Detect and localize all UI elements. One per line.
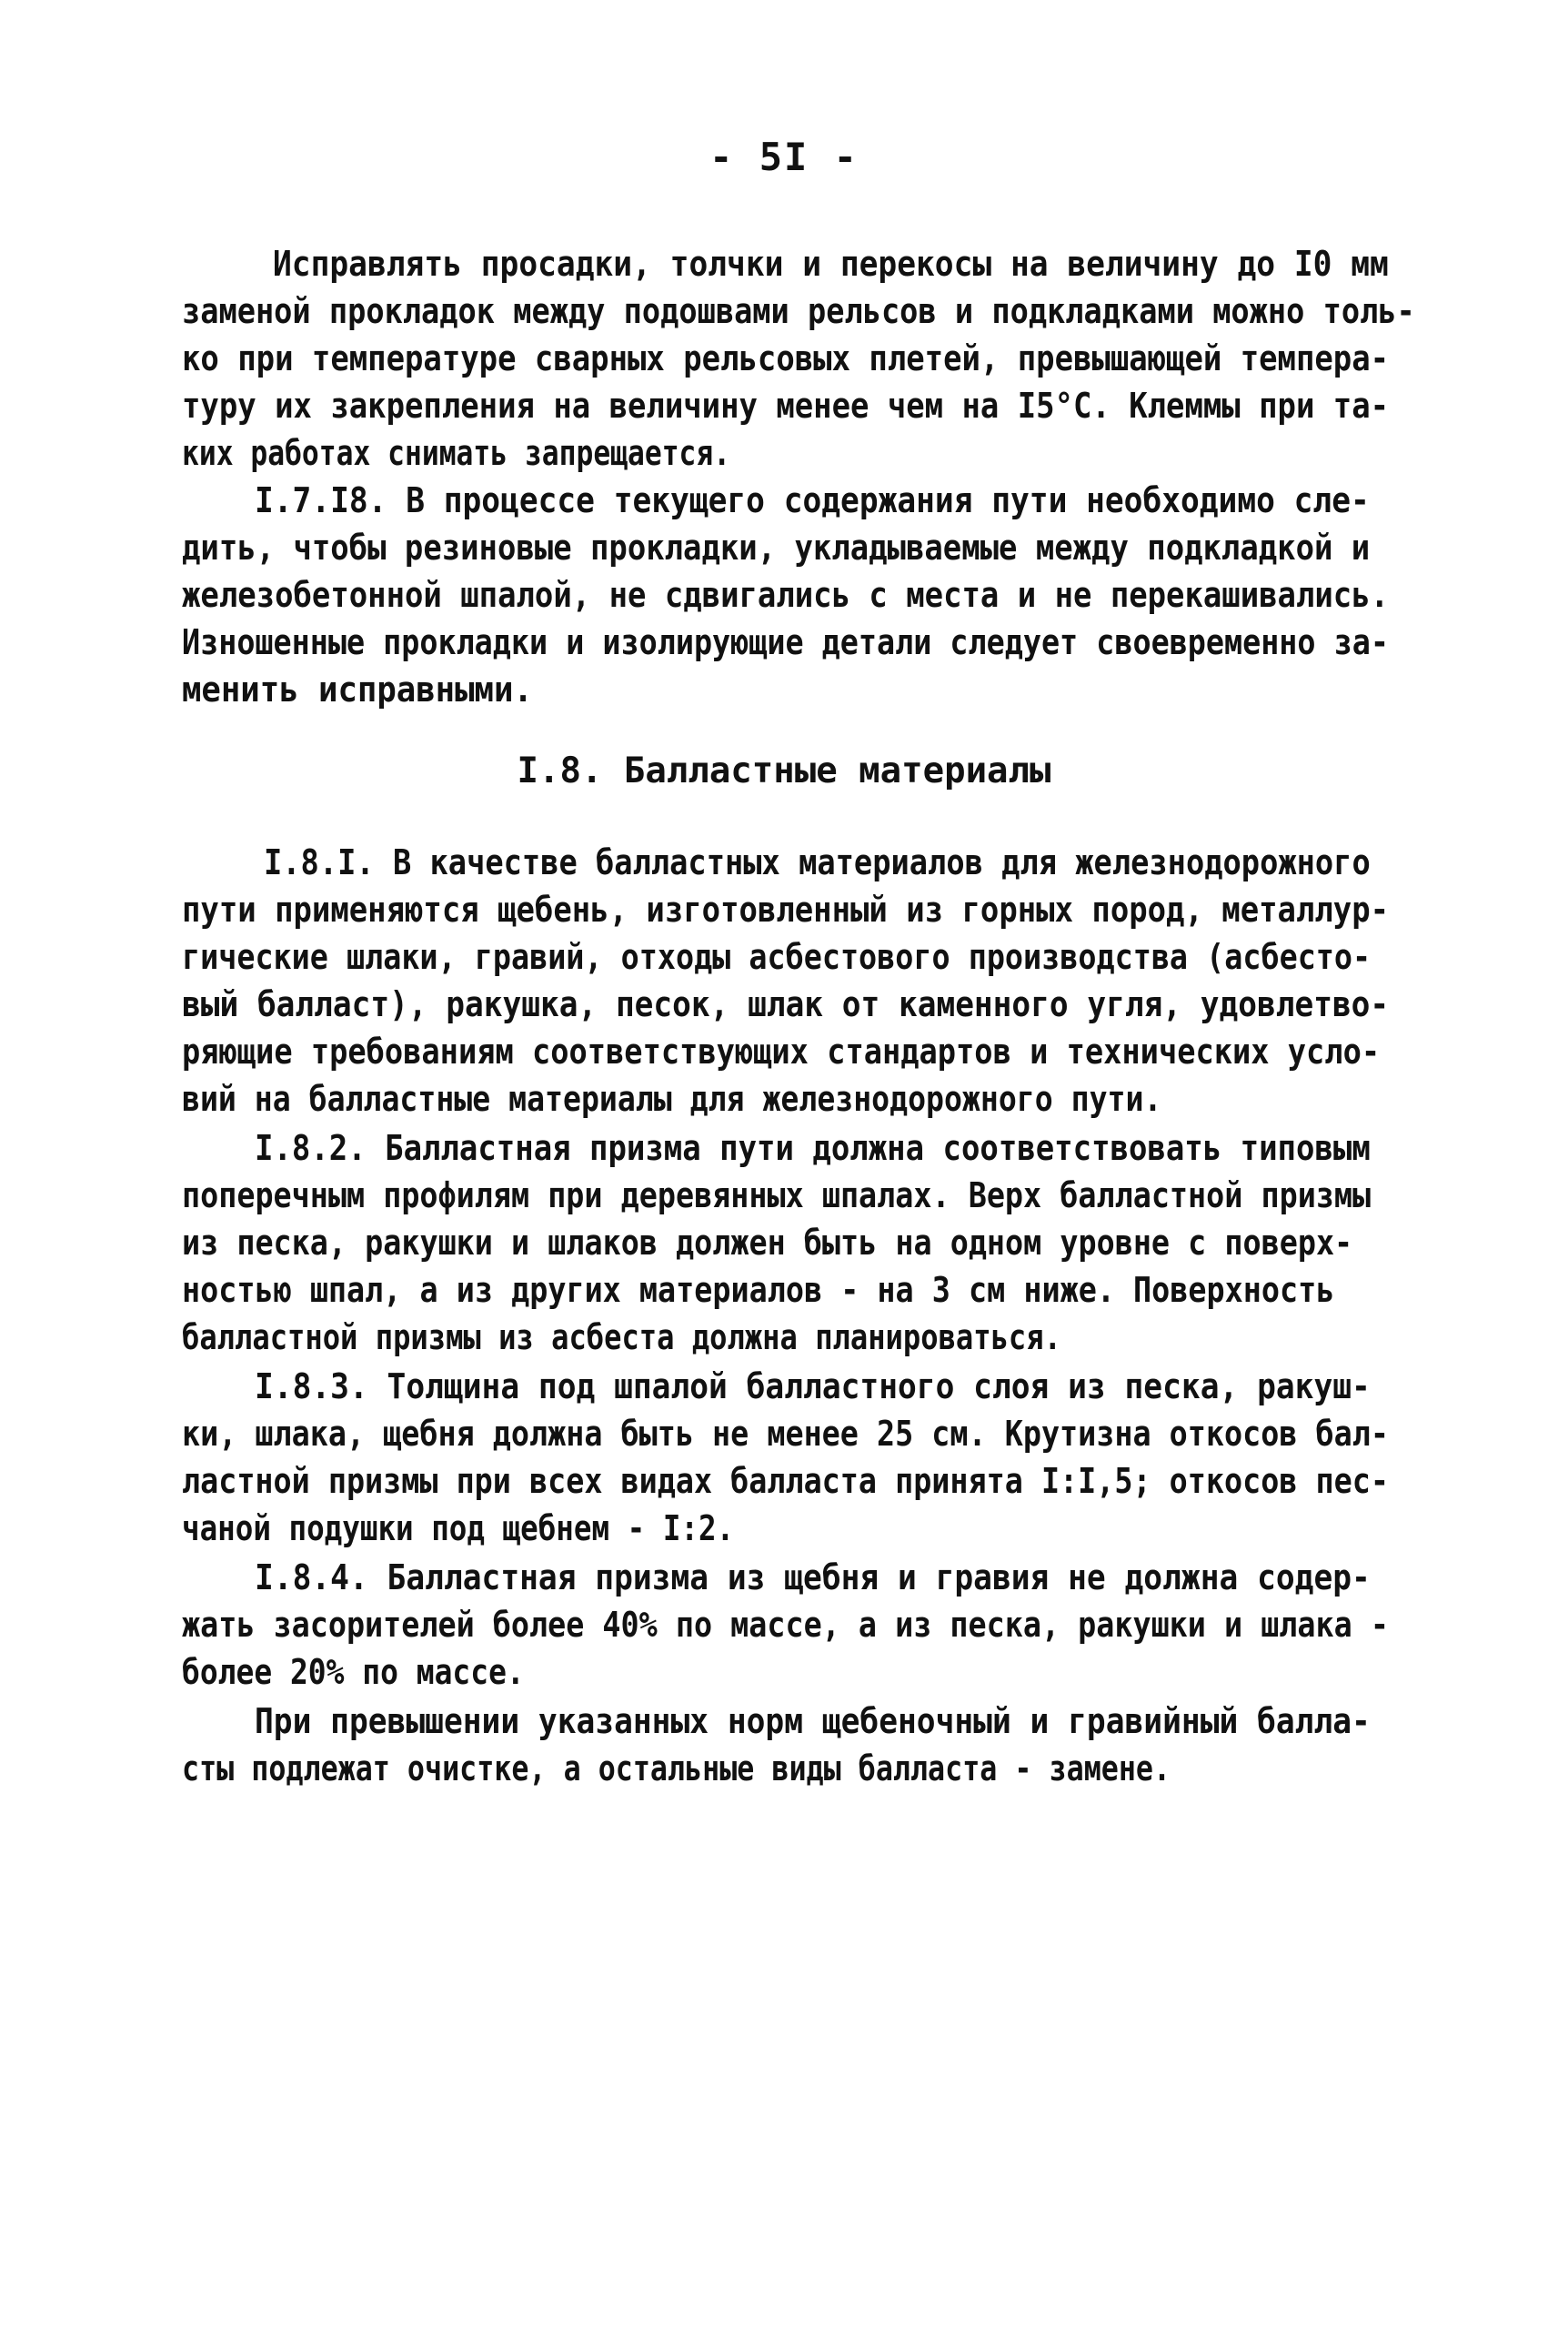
text-line: I.7.I8. В процессе текущего содержания пути необходимо сле- xyxy=(255,480,1370,520)
text-line: Изношенные прокладки и изолирующие детали следует своевременно за- xyxy=(182,622,1389,662)
text-line: При превышении указанных норм щебеночный и гравийный балла- xyxy=(255,1701,1371,1741)
text-line: ки, шлака, щебня должна быть не менее 25 см. Крутизна откосов бал- xyxy=(182,1414,1389,1454)
text-line: менить исправными. xyxy=(182,670,533,710)
text-line: сты подлежат очистке, а остальные виды балласта - замене. xyxy=(182,1748,1171,1788)
text-line: I.8.3. Толщина под шпалой балластного слоя из песка, ракуш- xyxy=(255,1366,1371,1406)
text-line: ряющие требованиям соответствующих стандартов и технических усло- xyxy=(182,1032,1381,1072)
text-line: чаной подушки под щебнем - I:2. xyxy=(182,1508,735,1548)
text-line: гические шлаки, гравий, отходы асбестового производства (асбесто- xyxy=(182,937,1372,977)
page-number: - 5I - xyxy=(709,135,859,179)
text-line: балластной призмы из асбеста должна планироваться. xyxy=(182,1317,1061,1357)
text-line: поперечным профилям при деревянных шпалах. Верх балластной призмы xyxy=(182,1175,1372,1215)
text-line: железобетонной шпалой, не сдвигались с места и не перекашивались. xyxy=(182,575,1390,615)
text-line: I.8.4. Балластная призма из щебня и гравия не должна содер- xyxy=(255,1557,1371,1597)
text-line: туру их закрепления на величину менее чем на I5°С. Клеммы при та- xyxy=(182,386,1390,426)
text-line: вый балласт), ракушка, песок, шлак от каменного угля, удовлетво- xyxy=(182,984,1390,1024)
text-line: дить, чтобы резиновые прокладки, укладываемые между подкладкой и xyxy=(182,528,1371,568)
text-line: заменой прокладок между подошвами рельсов и подкладками можно толь- xyxy=(182,291,1415,331)
text-line: жать засорителей более 40% по массе, а из песка, ракушки и шлака - xyxy=(182,1605,1389,1645)
text-line: ностью шпал, а из других материалов - на 3 см ниже. Поверхность xyxy=(182,1270,1335,1310)
text-line: ко при температуре сварных рельсовых плетей, превышающей темпера- xyxy=(182,338,1390,378)
text-line: ластной призмы при всех видах балласта принята I:I,5; откосов пес- xyxy=(182,1461,1389,1501)
text-line: вий на балластные материалы для железнодорожного пути. xyxy=(182,1079,1162,1119)
text-line: I.8.I. В качестве балластных материалов для железнодорожного xyxy=(264,842,1371,882)
text-line: из песка, ракушки и шлаков должен быть на одном уровне с поверх- xyxy=(182,1223,1353,1263)
text-line: Исправлять просадки, толчки и перекосы на величину до I0 мм xyxy=(273,244,1389,284)
text-line: ких работах снимать запрещается. xyxy=(182,433,731,473)
text-line: более 20% по массе. xyxy=(182,1652,525,1692)
section-heading: I.8. Балластные материалы xyxy=(517,750,1051,791)
text-line: I.8.2. Балластная призма пути должна соответствовать типовым xyxy=(255,1128,1371,1168)
text-line: пути применяются щебень, изготовленный из горных пород, металлур- xyxy=(182,890,1390,930)
